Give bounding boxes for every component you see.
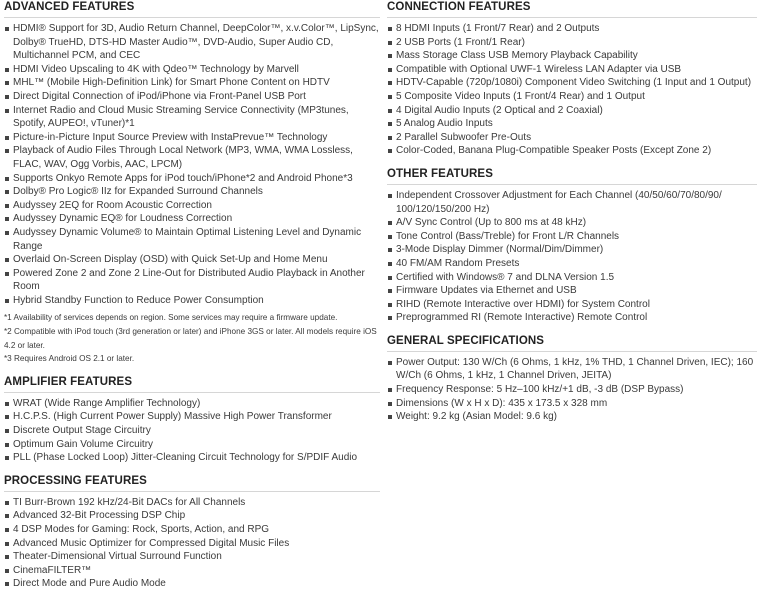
- section-title: OTHER FEATURES: [387, 167, 757, 185]
- section-title: AMPLIFIER FEATURES: [4, 375, 380, 393]
- list-item: 4 Digital Audio Inputs (2 Optical and 2 Coaxial): [387, 104, 757, 118]
- left-column: [4, 0, 380, 600]
- list-item: Direct Mode and Pure Audio Mode: [4, 577, 380, 591]
- list-item: 8 HDMI Inputs (1 Front/7 Rear) and 2 Outputs: [387, 22, 757, 36]
- list-item: A/V Sync Control (Up to 800 ms at 48 kHz): [387, 216, 757, 230]
- list-item: 2 Parallel Subwoofer Pre-Outs: [387, 131, 757, 145]
- list-item: H.C.P.S. (High Current Power Supply) Massive High Power Transformer: [4, 410, 380, 424]
- list-item: Certified with Windows® 7 and DLNA Version 1.5: [387, 271, 757, 285]
- list-item: Optimum Gain Volume Circuitry: [4, 438, 380, 452]
- other-features-section: [387, 167, 757, 325]
- list-item: RIHD (Remote Interactive over HDMI) for System Control: [387, 298, 757, 312]
- list-item: 4 DSP Modes for Gaming: Rock, Sports, Action, and RPG: [4, 523, 380, 537]
- list-item: HDMI® Support for 3D, Audio Return Channel, DeepColor™, x.v.Color™, LipSync, Dolby® TrueHD, DTS-HD Master Audio™, DVD-Audio, Super Audio CD, Multichannel PCM, and CEC: [4, 22, 380, 63]
- footnote: *3 Requires Android OS 2.1 or later.: [4, 354, 135, 364]
- list-item: Advanced 32-Bit Processing DSP Chip: [4, 509, 380, 523]
- list-item: Internet Radio and Cloud Music Streaming Service Connectivity (MP3tunes, Spotify, AUPEO!, vTuner)*1: [4, 104, 380, 131]
- list-item: 40 FM/AM Random Presets: [387, 257, 757, 271]
- feature-list: [387, 22, 757, 158]
- section-title: ADVANCED FEATURES: [4, 0, 380, 18]
- list-item: Dimensions (W x H x D): 435 x 173.5 x 328 mm: [387, 397, 757, 411]
- list-item: Picture-in-Picture Input Source Preview with InstaPrevue™ Technology: [4, 131, 380, 145]
- list-item: HDTV-Capable (720p/1080i) Component Video Switching (1 Input and 1 Output): [387, 76, 757, 90]
- list-item: 2 USB Ports (1 Front/1 Rear): [387, 36, 757, 50]
- list-item: Weight: 9.2 kg (Asian Model: 9.6 kg): [387, 410, 757, 424]
- footnotes: [4, 311, 380, 365]
- list-item: PLL (Phase Locked Loop) Jitter-Cleaning Circuit Technology for S/PDIF Audio: [4, 451, 380, 465]
- list-item: Playback of Audio Files Through Local Network (MP3, WMA, WMA Lossless, FLAC, WAV, Ogg Vorbis, AAC, LPCM): [4, 144, 380, 171]
- list-item: TI Burr-Brown 192 kHz/24-Bit DACs for All Channels: [4, 496, 380, 510]
- connection-features-section: [387, 0, 757, 158]
- list-item: Tone Control (Bass/Treble) for Front L/R Channels: [387, 230, 757, 244]
- list-item: Hybrid Standby Function to Reduce Power Consumption: [4, 294, 380, 308]
- list-item: Audyssey Dynamic Volume® to Maintain Optimal Listening Level and Dynamic Range: [4, 226, 380, 253]
- list-item: Supports Onkyo Remote Apps for iPod touch/iPhone*2 and Android Phone*3: [4, 172, 380, 186]
- list-item: Advanced Music Optimizer for Compressed Digital Music Files: [4, 537, 380, 551]
- list-item: Theater-Dimensional Virtual Surround Function: [4, 550, 380, 564]
- processing-features-section: [4, 474, 380, 591]
- section-title: PROCESSING FEATURES: [4, 474, 380, 492]
- list-item: Audyssey Dynamic EQ® for Loudness Correction: [4, 212, 380, 226]
- list-item: Discrete Output Stage Circuitry: [4, 424, 380, 438]
- amplifier-features-section: [4, 375, 380, 465]
- list-item: Preprogrammed RI (Remote Interactive) Remote Control: [387, 311, 757, 325]
- section-title: CONNECTION FEATURES: [387, 0, 757, 18]
- list-item: CinemaFILTER™: [4, 564, 380, 578]
- list-item: Dolby® Pro Logic® IIz for Expanded Surround Channels: [4, 185, 380, 199]
- footnote: *1 Availability of services depends on region. Some services may require a firmware update.: [4, 313, 338, 323]
- general-specifications-section: [387, 334, 757, 424]
- list-item: Independent Crossover Adjustment for Each Channel (40/50/60/70/80/90/ 100/120/150/200 Hz): [387, 189, 757, 216]
- list-item: Firmware Updates via Ethernet and USB: [387, 284, 757, 298]
- advanced-features-section: [4, 0, 380, 366]
- list-item: Power Output: 130 W/Ch (6 Ohms, 1 kHz, 1% THD, 1 Channel Driven, IEC); 160 W/Ch (6 Ohms, 1 kHz, 1 Channel Driven, JEITA): [387, 356, 757, 383]
- list-item: Compatible with Optional UWF-1 Wireless LAN Adapter via USB: [387, 63, 757, 77]
- list-item: Overlaid On-Screen Display (OSD) with Quick Set-Up and Home Menu: [4, 253, 380, 267]
- feature-list: [4, 496, 380, 591]
- list-item: Color-Coded, Banana Plug-Compatible Speaker Posts (Except Zone 2): [387, 144, 757, 158]
- section-title: GENERAL SPECIFICATIONS: [387, 334, 757, 352]
- list-item: 3-Mode Display Dimmer (Normal/Dim/Dimmer): [387, 243, 757, 257]
- list-item: Mass Storage Class USB Memory Playback Capability: [387, 49, 757, 63]
- list-item: WRAT (Wide Range Amplifier Technology): [4, 397, 380, 411]
- feature-list: [4, 22, 380, 307]
- feature-list: [387, 356, 757, 424]
- feature-list: [387, 189, 757, 325]
- list-item: Frequency Response: 5 Hz–100 kHz/+1 dB, -3 dB (DSP Bypass): [387, 383, 757, 397]
- list-item: 5 Analog Audio Inputs: [387, 117, 757, 131]
- list-item: HDMI Video Upscaling to 4K with Qdeo™ Technology by Marvell: [4, 63, 380, 77]
- list-item: Direct Digital Connection of iPod/iPhone via Front-Panel USB Port: [4, 90, 380, 104]
- list-item: Powered Zone 2 and Zone 2 Line-Out for Distributed Audio Playback in Another Room: [4, 267, 380, 294]
- list-item: MHL™ (Mobile High-Definition Link) for Smart Phone Content on HDTV: [4, 76, 380, 90]
- list-item: 5 Composite Video Inputs (1 Front/4 Rear) and 1 Output: [387, 90, 757, 104]
- list-item: Audyssey 2EQ for Room Acoustic Correction: [4, 199, 380, 213]
- right-column: [387, 0, 757, 433]
- footnote: *2 Compatible with iPod touch (3rd generation or later) and iPhone 3GS or later. All models require iOS 4.2 or later.: [4, 327, 377, 350]
- feature-list: [4, 397, 380, 465]
